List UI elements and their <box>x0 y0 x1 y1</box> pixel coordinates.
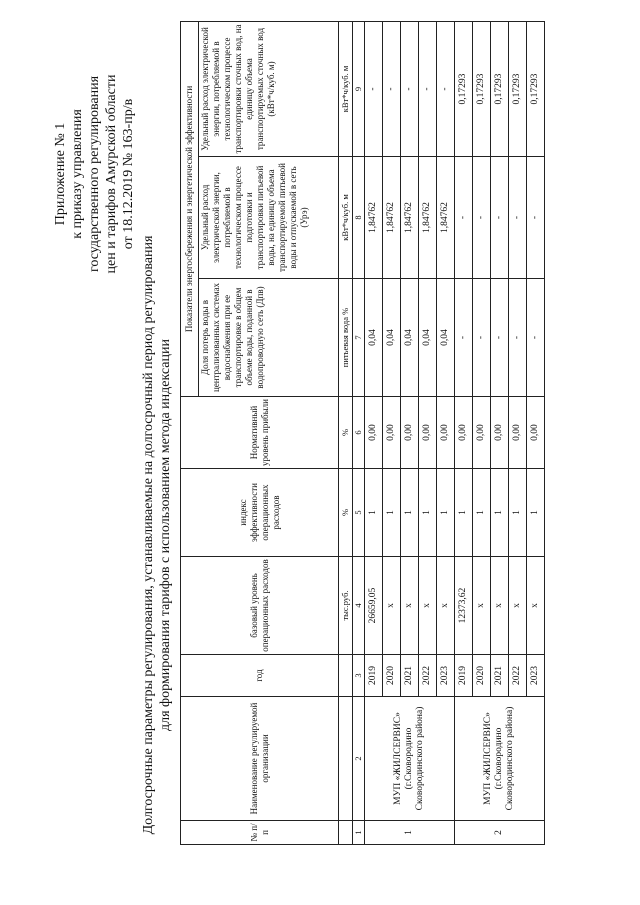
org-name: МУП «ЖИЛСЕРВИС» (г.Сковородино Сковородинского района) <box>365 697 455 821</box>
year-cell: 2023 <box>527 655 545 697</box>
header-energy-group: Показатели энергосбережения и энергетической эффективности <box>181 21 199 396</box>
year-cell: 2020 <box>473 655 491 697</box>
table-row <box>365 21 383 844</box>
index-cell: 1 <box>437 469 455 557</box>
profit-cell: 0,00 <box>491 397 509 469</box>
header-elec-water: Удельный расход электрической энергии, потребляемой в технологическом процессе подготовки и транспортировки питьевой воды, на единицу объема транспортируемой питьевой воды и отпускаемой в сеть (Урэ) <box>199 157 339 279</box>
column-number: 1 <box>353 821 365 845</box>
elec-sewage-cell: 0,17293 <box>455 21 473 156</box>
unit-cell: тыс.руб. <box>339 557 353 655</box>
index-cell: 1 <box>527 469 545 557</box>
elec-water-cell: 1,84762 <box>419 157 437 279</box>
unit-cell: питьевая вода % <box>339 279 353 397</box>
table-row <box>455 21 473 844</box>
elec-water-cell: - <box>473 157 491 279</box>
index-cell: 1 <box>473 469 491 557</box>
column-number: 4 <box>353 557 365 655</box>
column-number: 8 <box>353 157 365 279</box>
profit-cell: 0,00 <box>383 397 401 469</box>
column-number: 6 <box>353 397 365 469</box>
loss-cell: 0,04 <box>401 279 419 397</box>
unit-cell: кВт*ч/куб. м <box>339 157 353 279</box>
header-index: индекс эффективности операционных расходов <box>181 469 339 557</box>
unit-cell <box>339 655 353 697</box>
elec-water-cell: - <box>455 157 473 279</box>
elec-water-cell: 1,84762 <box>437 157 455 279</box>
unit-cell <box>339 697 353 821</box>
elec-sewage-cell: 0,17293 <box>491 21 509 156</box>
index-cell: 1 <box>365 469 383 557</box>
year-cell: 2022 <box>419 655 437 697</box>
units-row <box>339 21 353 844</box>
year-cell: 2022 <box>509 655 527 697</box>
elec-sewage-cell: - <box>365 21 383 156</box>
org-number: 2 <box>455 821 545 845</box>
base-cell: x <box>419 557 437 655</box>
elec-water-cell: 1,84762 <box>383 157 401 279</box>
index-cell: 1 <box>401 469 419 557</box>
org-name: МУП «ЖИЛСЕРВИС» (г.Сковородино Сковородинского района) <box>455 697 545 821</box>
appendix-line: от 18.12.2019 № 163-пр/в <box>121 98 136 250</box>
profit-cell: 0,00 <box>455 397 473 469</box>
index-cell: 1 <box>383 469 401 557</box>
profit-cell: 0,00 <box>509 397 527 469</box>
year-cell: 2023 <box>437 655 455 697</box>
column-number: 3 <box>353 655 365 697</box>
unit-cell <box>339 821 353 845</box>
base-cell: x <box>437 557 455 655</box>
year-cell: 2020 <box>383 655 401 697</box>
loss-cell: 0,04 <box>419 279 437 397</box>
profit-cell: 0,00 <box>437 397 455 469</box>
header-base: базовый уровень операционных расходов <box>181 557 339 655</box>
parameters-table <box>180 21 545 845</box>
appendix-line: к приказу управления <box>70 109 85 239</box>
elec-sewage-cell: 0,17293 <box>509 21 527 156</box>
elec-water-cell: 1,84762 <box>401 157 419 279</box>
title-line: для формирования тарифов с использованием метода индексации <box>158 338 173 732</box>
base-cell: x <box>401 557 419 655</box>
header-org: Наименование регулируемой организации <box>181 697 339 821</box>
base-cell: 12373,62 <box>455 557 473 655</box>
elec-sewage-cell: - <box>401 21 419 156</box>
appendix-line: государственного регулирования <box>87 75 102 273</box>
column-numbers-row <box>353 21 365 844</box>
year-cell: 2021 <box>401 655 419 697</box>
profit-cell: 0,00 <box>401 397 419 469</box>
document-title <box>140 220 174 850</box>
index-cell: 1 <box>455 469 473 557</box>
base-cell: x <box>383 557 401 655</box>
column-number: 2 <box>353 697 365 821</box>
loss-cell: - <box>473 279 491 397</box>
base-cell: x <box>527 557 545 655</box>
column-number: 9 <box>353 21 365 156</box>
elec-water-cell: - <box>509 157 527 279</box>
header-elec-sewage: Удельный расход электрической энергии, потребляемой в технологическом процессе транспортировки сточных вод, на единицу объема транспортируемых сточных вод (кВт*ч/куб. м) <box>199 21 339 156</box>
appendix-line: Приложение № 1 <box>53 122 68 226</box>
base-cell: x <box>473 557 491 655</box>
column-number: 5 <box>353 469 365 557</box>
unit-cell: кВт*ч/куб. м <box>339 21 353 156</box>
unit-cell: % <box>339 397 353 469</box>
org-number: 1 <box>365 821 455 845</box>
loss-cell: 0,04 <box>383 279 401 397</box>
elec-water-cell: - <box>491 157 509 279</box>
elec-sewage-cell: 0,17293 <box>527 21 545 156</box>
loss-cell: 0,04 <box>437 279 455 397</box>
unit-cell: % <box>339 469 353 557</box>
profit-cell: 0,00 <box>419 397 437 469</box>
header-year: год <box>181 655 339 697</box>
loss-cell: - <box>509 279 527 397</box>
elec-water-cell: 1,84762 <box>365 157 383 279</box>
year-cell: 2021 <box>491 655 509 697</box>
elec-sewage-cell: - <box>419 21 437 156</box>
index-cell: 1 <box>509 469 527 557</box>
index-cell: 1 <box>491 469 509 557</box>
loss-cell: - <box>455 279 473 397</box>
loss-cell: 0,04 <box>365 279 383 397</box>
column-number: 7 <box>353 279 365 397</box>
elec-sewage-cell: - <box>383 21 401 156</box>
loss-cell: - <box>527 279 545 397</box>
index-cell: 1 <box>419 469 437 557</box>
elec-sewage-cell: - <box>437 21 455 156</box>
header-profit: Нормативный уровень прибыли <box>181 397 339 469</box>
base-cell: x <box>509 557 527 655</box>
profit-cell: 0,00 <box>365 397 383 469</box>
base-cell: x <box>491 557 509 655</box>
year-cell: 2019 <box>365 655 383 697</box>
loss-cell: - <box>491 279 509 397</box>
elec-sewage-cell: 0,17293 <box>473 21 491 156</box>
base-cell: 26659,05 <box>365 557 383 655</box>
appendix-line: цен и тарифов Амурской области <box>104 74 119 274</box>
header-water-loss: Доля потерь воды в централизованных системах водоснабжения при ее транспортировке в общем объеме воды, поданной в водопроводную сеть (Дпв) <box>199 279 339 397</box>
elec-water-cell: - <box>527 157 545 279</box>
header-num: № п/п <box>181 821 339 845</box>
profit-cell: 0,00 <box>527 397 545 469</box>
profit-cell: 0,00 <box>473 397 491 469</box>
appendix-block <box>52 9 137 339</box>
title-line: Долгосрочные параметры регулирования, устанавливаемые на долгосрочный период регулирования <box>141 235 156 835</box>
year-cell: 2019 <box>455 655 473 697</box>
